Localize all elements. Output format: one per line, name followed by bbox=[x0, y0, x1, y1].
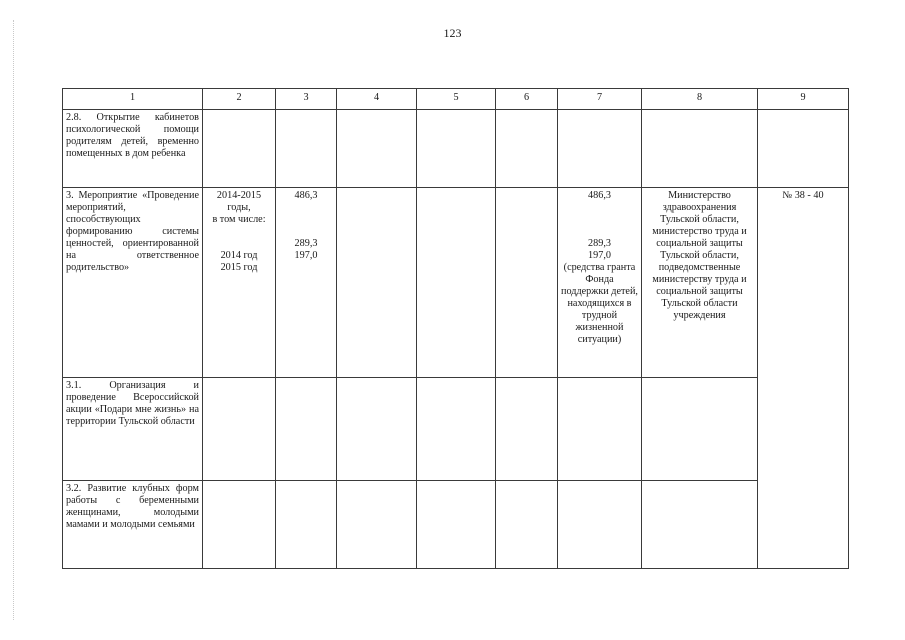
empty-cell bbox=[496, 110, 558, 188]
row-3-2-name: 3.2. Развитие клубных форм работы с беременными женщинами, молодыми мамами и молодыми семьями bbox=[63, 481, 203, 569]
header-cell: 1 bbox=[63, 89, 203, 110]
year-2014: 2014 год bbox=[220, 250, 258, 261]
empty-cell bbox=[203, 378, 276, 481]
col7-2014: 289,3 bbox=[588, 238, 611, 249]
row-3-name: 3. Мероприятие «Проведение мероприятий, способствующих формированию системы ценностей, ориентированной на ответственное родительство» bbox=[63, 188, 203, 378]
col3-2015: 197,0 bbox=[294, 250, 318, 261]
empty-cell bbox=[337, 188, 417, 378]
row-3-ref: № 38 - 40 bbox=[758, 188, 849, 569]
table-row bbox=[63, 378, 849, 481]
row-3-executors: Министерство здравоохранения Тульской области, министерство труда и социальной защиты Тульской области, подведомственные министерству труда и социальной защиты Тульской области учреждения bbox=[642, 188, 758, 378]
empty-cell bbox=[417, 378, 496, 481]
col3-2014: 289,3 bbox=[294, 238, 318, 249]
header-cell: 7 bbox=[558, 89, 642, 110]
empty-cell bbox=[337, 378, 417, 481]
row-3-1-name: 3.1. Организация и проведение Всероссийской акции «Подари мне жизнь» на территории Тульской области bbox=[63, 378, 203, 481]
table-row bbox=[63, 110, 849, 188]
empty-cell bbox=[276, 481, 337, 569]
col7-total: 486,3 bbox=[588, 190, 611, 201]
empty-cell bbox=[417, 481, 496, 569]
header-cell: 3 bbox=[276, 89, 337, 110]
empty-cell bbox=[337, 110, 417, 188]
empty-cell bbox=[642, 481, 758, 569]
page-edge-dots bbox=[13, 20, 14, 620]
empty-cell bbox=[276, 110, 337, 188]
empty-cell bbox=[558, 110, 642, 188]
header-row bbox=[63, 89, 849, 110]
header-cell: 6 bbox=[496, 89, 558, 110]
empty-cell bbox=[496, 188, 558, 378]
empty-cell bbox=[758, 110, 849, 188]
empty-cell bbox=[203, 481, 276, 569]
empty-cell bbox=[558, 378, 642, 481]
table-row bbox=[63, 188, 849, 378]
row-3-col3-cell bbox=[276, 188, 337, 378]
empty-cell bbox=[417, 188, 496, 378]
empty-cell bbox=[496, 481, 558, 569]
header-cell: 5 bbox=[417, 89, 496, 110]
empty-cell bbox=[558, 481, 642, 569]
period-sub-text: в том числе: bbox=[212, 214, 266, 225]
empty-cell bbox=[276, 378, 337, 481]
row-3-col7-cell bbox=[558, 188, 642, 378]
period-text: 2014-2015 годы, bbox=[216, 190, 262, 213]
empty-cell bbox=[203, 110, 276, 188]
col3-total: 486,3 bbox=[294, 190, 318, 201]
row-2-8-name: 2.8. Открытие кабинетов психологической помощи родителям детей, временно помещенных в дом ребенка bbox=[63, 110, 203, 188]
program-table bbox=[62, 88, 849, 569]
page-number: 123 bbox=[443, 26, 462, 40]
header-cell: 4 bbox=[337, 89, 417, 110]
header-cell: 9 bbox=[758, 89, 849, 110]
header-cell: 8 bbox=[642, 89, 758, 110]
empty-cell bbox=[642, 110, 758, 188]
year-2015: 2015 год bbox=[220, 262, 258, 273]
header-cell: 2 bbox=[203, 89, 276, 110]
col7-funding-note: (средства гранта Фонда поддержки детей, находящихся в трудной жизненной ситуации) bbox=[561, 262, 638, 345]
table-row bbox=[63, 481, 849, 569]
empty-cell bbox=[642, 378, 758, 481]
empty-cell bbox=[496, 378, 558, 481]
empty-cell bbox=[417, 110, 496, 188]
empty-cell bbox=[337, 481, 417, 569]
row-3-period-cell bbox=[203, 188, 276, 378]
col7-2015: 197,0 bbox=[588, 250, 611, 261]
